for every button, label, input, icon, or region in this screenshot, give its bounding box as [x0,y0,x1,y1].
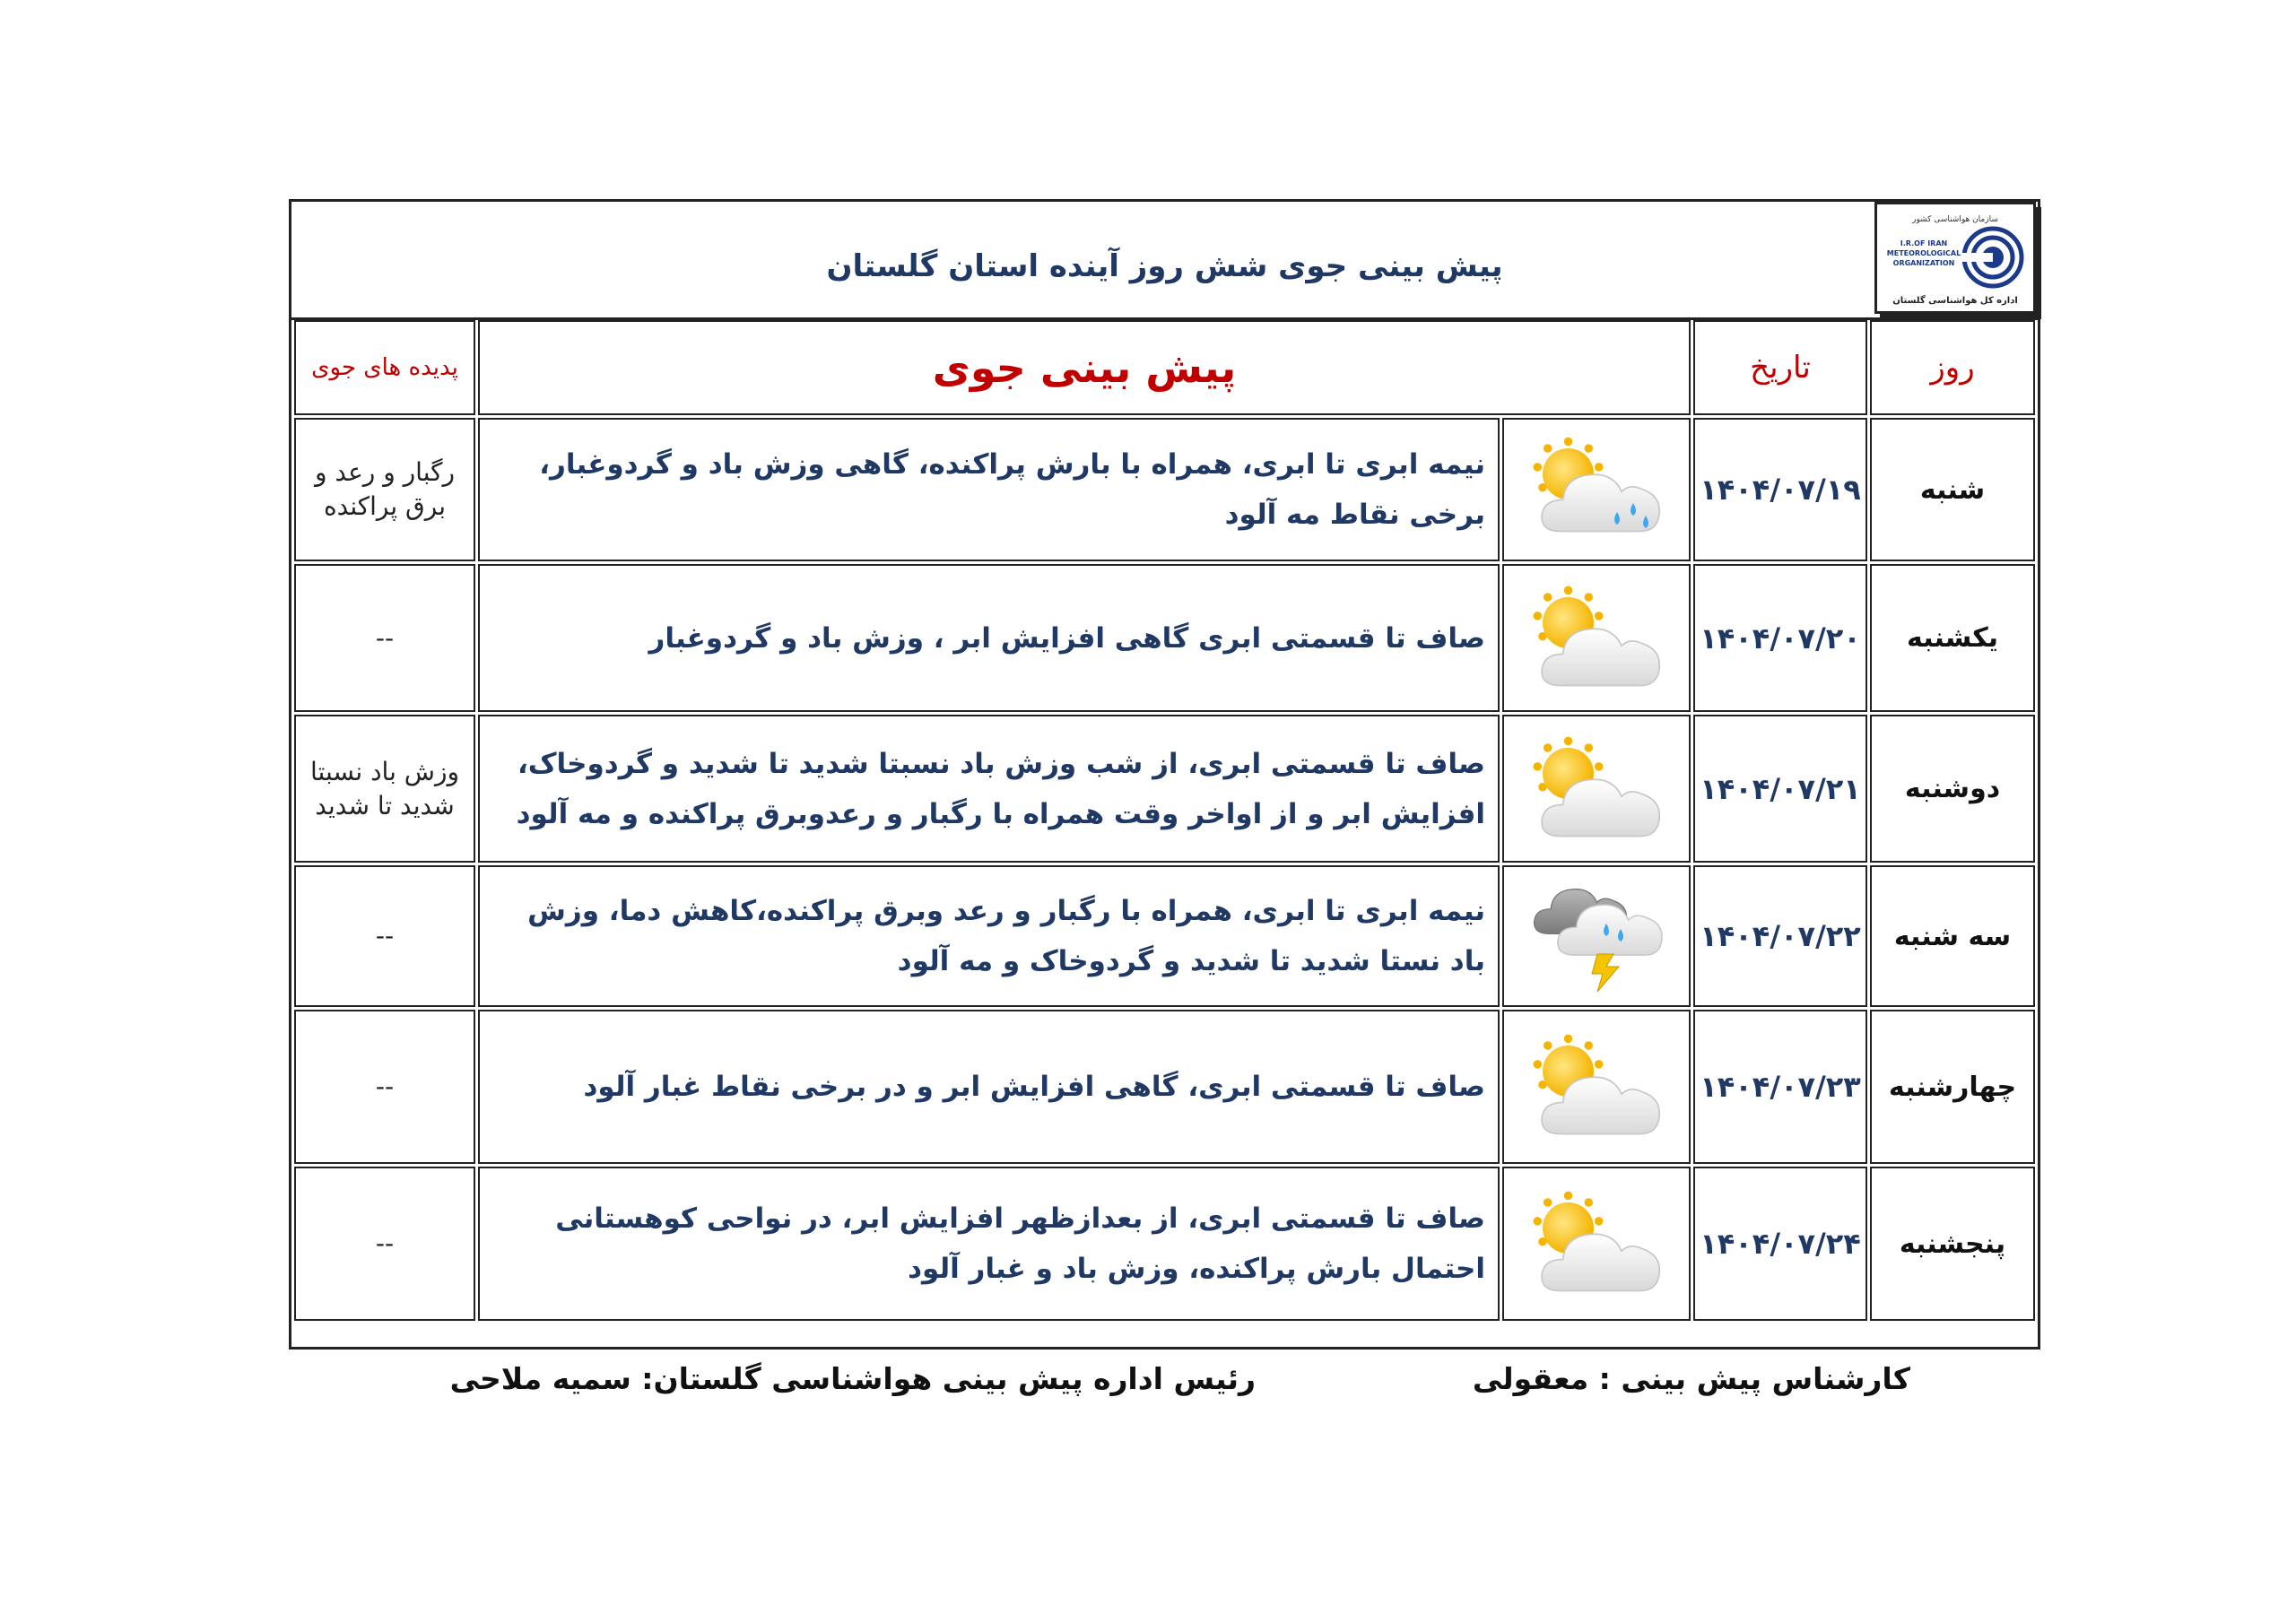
logo-bottom-text: اداره کل هواشناسی گلستان [1892,296,2018,306]
row-day: دوشنبه [1870,715,2035,863]
table-row [294,1010,2035,1164]
logo-org-line3: ORGANIZATION [1892,259,1955,267]
footer-head: رئیس اداره پیش بینی هواشناسی گلستان: سمیه ملاحی [449,1361,1256,1396]
table-header-row [294,320,2035,415]
logo-org-line1: I.R.OF IRAN [1900,239,1948,247]
row-phenomena: -- [294,1167,475,1321]
row-day: پنجشنبه [1870,1167,2035,1321]
header-phenomena: پدیده های جوی [294,320,475,415]
logo-org-text [1881,239,1967,268]
partly-cloudy-icon [1502,1167,1691,1321]
row-forecast-text: صاف تا قسمتی ابری گاهی افزایش ابر ، وزش باد و گردوغبار [478,564,1500,712]
row-date: ۱۴۰۴/۰۷/۲۴ [1693,1167,1867,1321]
row-phenomena: وزش باد نسبتا شدید تا شدید [294,715,475,863]
row-day: سه شنبه [1870,865,2035,1007]
header-forecast: پیش بینی جوی [478,320,1691,415]
table-row [294,865,2035,1007]
row-forecast-text: صاف تا قسمتی ابری، از بعدازظهر افزایش ابر، در نواحی کوهستانی احتمال بارش پراکنده، وزش باد و غبار آلود [478,1167,1500,1321]
table-row [294,715,2035,863]
row-date: ۱۴۰۴/۰۷/۲۱ [1693,715,1867,863]
footer-expert: کارشناس پیش بینی : معقولی [1472,1361,1910,1396]
forecast-frame [289,199,2040,1350]
partly-cloudy-icon [1502,1010,1691,1164]
row-phenomena: رگبار و رعد و برق پراکنده [294,418,475,561]
page-title: پیش بینی جوی شش روز آینده استان گلستان [826,248,1503,284]
row-phenomena: -- [294,1010,475,1164]
row-day: شنبه [1870,418,2035,561]
meteorology-emblem-icon [1961,226,2024,289]
thunderstorm-icon [1502,865,1691,1007]
rain-cloud-sun-icon [1502,418,1691,561]
row-day: چهارشنبه [1870,1010,2035,1164]
logo-org-line2: METEOROLOGICAL [1886,249,1961,257]
row-phenomena: -- [294,865,475,1007]
forecast-table [291,317,2038,1324]
row-date: ۱۴۰۴/۰۷/۲۰ [1693,564,1867,712]
partly-cloudy-icon [1502,715,1691,863]
table-row [294,1167,2035,1321]
header-date: تاریخ [1693,320,1867,415]
row-forecast-text: نیمه ابری تا ابری، همراه با رگبار و رعد وبرق پراکنده،کاهش دما، وزش باد نستا شدید تا شدید و گردوخاک و مه آلود [478,865,1500,1007]
organization-logo [1874,202,2036,314]
row-forecast-text: نیمه ابری تا ابری، همراه با بارش پراکنده، گاهی وزش باد و گردوغبار، برخی نقاط مه آلود [478,418,1500,561]
row-phenomena: -- [294,564,475,712]
row-day: یکشنبه [1870,564,2035,712]
row-date: ۱۴۰۴/۰۷/۲۲ [1693,865,1867,1007]
row-date: ۱۴۰۴/۰۷/۱۹ [1693,418,1867,561]
row-forecast-text: صاف تا قسمتی ابری، گاهی افزایش ابر و در برخی نقاط غبار آلود [478,1010,1500,1164]
row-forecast-text: صاف تا قسمتی ابری، از شب وزش باد نسبتا شدید تا شدید و گردوخاک، افزایش ابر و از اواخر وقت همراه با رگبار و رعدوبرق پراکنده و مه آلود [478,715,1500,863]
partly-cloudy-icon [1502,564,1691,712]
header-day: روز [1870,320,2035,415]
title-row [291,202,2038,320]
row-date: ۱۴۰۴/۰۷/۲۳ [1693,1010,1867,1164]
logo-top-text: سازمان هواشناسی کشور [1912,215,1998,224]
table-row [294,418,2035,561]
table-row [294,564,2035,712]
